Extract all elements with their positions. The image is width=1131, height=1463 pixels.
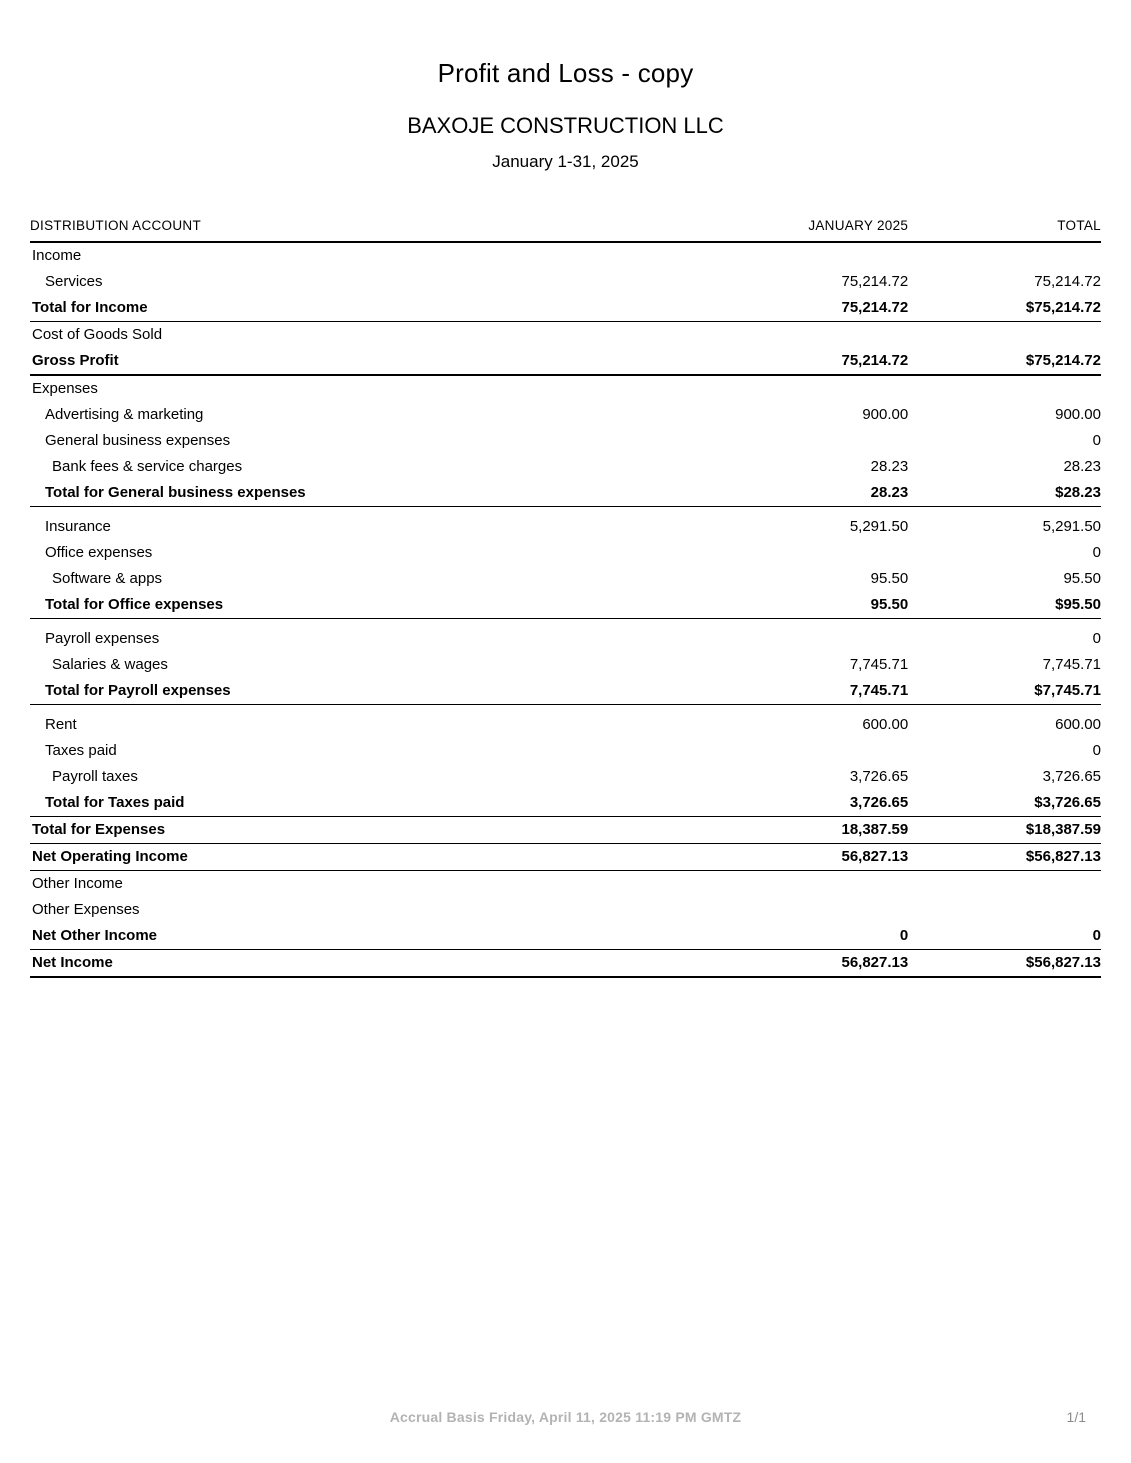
row-total-value: 95.50 [1063,570,1101,587]
row-total-value: 0 [1092,630,1101,647]
table-body [30,242,1101,977]
row-period-value: 7,745.71 [694,678,908,705]
row-period-value [694,322,908,349]
row-label: Net Income [30,950,694,978]
row-label: Bank fees & service charges [52,458,243,475]
row-period-value: 3,726.65 [694,790,908,817]
row-total-value: $3,726.65 [908,790,1101,817]
table-row [30,428,1101,454]
page-title: Profit and Loss - copy [437,58,694,88]
row-label: Total for General business expenses [30,480,694,507]
row-total-value: $28.23 [908,480,1101,507]
row-total-value: 0 [1092,544,1101,561]
row-total-value: 600.00 [1055,716,1101,733]
footer-page-number: 1/1 [1066,1409,1086,1425]
table-row [30,540,1101,566]
row-label: Total for Payroll expenses [30,678,694,705]
table-row-total [30,844,1101,871]
row-total-value: 0 [908,923,1101,950]
row-label: Rent [45,716,77,733]
row-label: Payroll taxes [52,768,138,785]
page-footer [0,1409,1131,1429]
row-label: Cost of Goods Sold [32,326,163,343]
row-total-value [908,322,1101,349]
table-row [30,242,1101,269]
table-header [30,218,1101,242]
row-total-value: $75,214.72 [908,348,1101,375]
table-row [30,566,1101,592]
row-period-value: 28.23 [694,480,908,507]
row-label: Total for Taxes paid [30,790,694,817]
row-period-value: 75,214.72 [841,273,909,290]
row-total-value: 75,214.72 [1034,273,1101,290]
column-header-period: JANUARY 2025 [694,218,908,242]
row-label: Net Other Income [30,923,694,950]
row-total-value [908,375,1101,402]
row-period-value: 600.00 [862,716,909,733]
row-label: Insurance [45,518,111,535]
row-label: Office expenses [45,544,153,561]
table-row [30,764,1101,790]
row-total-value [908,897,1101,923]
row-label: Advertising & marketing [45,406,204,423]
row-label: Total for Office expenses [30,592,694,619]
row-label: Payroll expenses [45,630,160,647]
row-period-value: 7,745.71 [849,656,909,673]
row-period-value: 3,726.65 [849,768,909,785]
row-label: Net Operating Income [30,844,694,871]
row-label: General business expenses [45,432,231,449]
row-total-value [908,871,1101,898]
column-header-total: TOTAL [908,218,1101,242]
footer-basis-timestamp: Accrual Basis Friday, April 11, 2025 11:19 PM GMTZ [389,1409,742,1425]
table-row [30,738,1101,764]
row-period-value: 75,214.72 [694,348,908,375]
table-row [30,322,1101,349]
row-label: Services [45,273,103,290]
row-period-value [694,428,908,454]
row-period-value: 56,827.13 [694,950,908,978]
row-period-value [694,375,908,402]
table-row-total [30,678,1101,705]
row-total-value: 28.23 [1063,458,1101,475]
table-row-total [30,348,1101,375]
row-period-value: 18,387.59 [694,817,908,844]
row-total-value: 900.00 [1055,406,1101,423]
row-label: Total for Expenses [30,817,694,844]
row-period-value [694,626,908,652]
table-row [30,454,1101,480]
row-total-value: 7,745.71 [1042,656,1101,673]
row-label: Taxes paid [45,742,117,759]
row-total-value: 0 [1092,432,1101,449]
profit-and-loss-table [30,218,1101,978]
table-row-total [30,817,1101,844]
row-total-value: 3,726.65 [1042,768,1101,785]
row-total-value: $7,745.71 [908,678,1101,705]
row-label: Total for Income [30,295,694,322]
table-row-total [30,923,1101,950]
row-label: Expenses [32,380,98,397]
row-total-value: $56,827.13 [908,844,1101,871]
row-label: Gross Profit [30,348,694,375]
table-row [30,375,1101,402]
table-row [30,871,1101,898]
row-total-value [908,242,1101,269]
company-name: BAXOJE CONSTRUCTION LLC [407,113,724,138]
row-label: Other Income [32,875,123,892]
row-period-value: 75,214.72 [694,295,908,322]
row-period-value: 5,291.50 [849,518,909,535]
table-row [30,514,1101,540]
row-total-value: 0 [1092,742,1101,759]
row-period-value: 95.50 [694,592,908,619]
row-total-value: $56,827.13 [908,950,1101,978]
row-label: Other Expenses [32,901,140,918]
table-row-net-income [30,950,1101,978]
row-total-value: $95.50 [908,592,1101,619]
row-spacer [30,619,1101,627]
row-total-value: $18,387.59 [908,817,1101,844]
row-total-value: 5,291.50 [1042,518,1101,535]
table-row [30,897,1101,923]
row-period-value: 900.00 [862,406,909,423]
row-period-value: 0 [694,923,908,950]
report-period: January 1-31, 2025 [492,152,639,171]
row-total-value: $75,214.72 [908,295,1101,322]
table-row [30,626,1101,652]
row-period-value: 28.23 [870,458,909,475]
row-period-value [694,738,908,764]
table-row [30,712,1101,738]
row-period-value [694,242,908,269]
row-label: Income [32,247,82,264]
table-row-total [30,790,1101,817]
table-row-total [30,295,1101,322]
row-period-value [694,540,908,566]
table-row [30,269,1101,295]
table-row [30,402,1101,428]
row-period-value [694,897,908,923]
row-spacer [30,507,1101,515]
row-period-value [694,871,908,898]
table-row-total [30,592,1101,619]
row-period-value: 95.50 [870,570,909,587]
row-spacer [30,705,1101,713]
table-row-total [30,480,1101,507]
table-row [30,652,1101,678]
column-header-account: DISTRIBUTION ACCOUNT [30,218,694,242]
row-label: Salaries & wages [52,656,168,673]
row-label: Software & apps [52,570,163,587]
row-period-value: 56,827.13 [694,844,908,871]
